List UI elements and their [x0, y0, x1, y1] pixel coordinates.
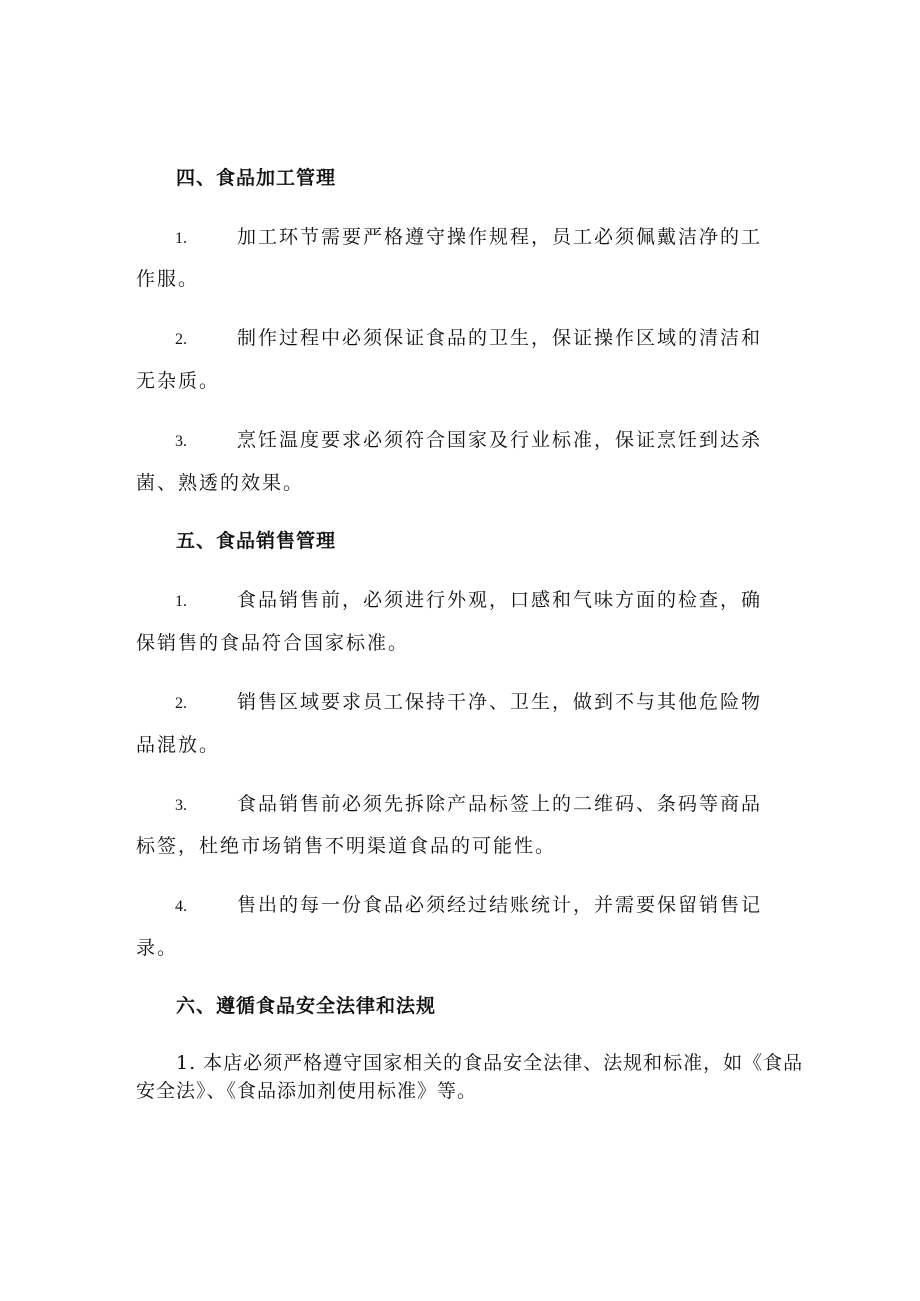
- section-five-item-2-line-2: 品混放。: [136, 734, 221, 756]
- section-six-item-1-line-2: 安全法》、《食品添加剂使用标准》等。: [136, 1080, 478, 1102]
- section-four-item-1-line-1: 加工环节需要严格遵守操作规程，员工必须佩戴洁净的工: [237, 226, 763, 248]
- section-five-item-3-number: 3.: [175, 797, 187, 814]
- section-six-item-1-line-1: 1. 本店必须严格遵守国家相关的食品安全法律、法规和标准，如《食品: [176, 1052, 804, 1074]
- section-five-heading: 五、食品销售管理: [176, 530, 337, 552]
- section-four-item-3-line-1: 烹饪温度要求必须符合国家及行业标准，保证烹饪到达杀: [237, 429, 763, 451]
- section-five-item-2-number: 2.: [175, 695, 187, 712]
- section-four-item-2-line-1: 制作过程中必须保证食品的卫生，保证操作区域的清洁和: [237, 327, 763, 349]
- section-five-item-1-line-2: 保销售的食品符合国家标准。: [136, 632, 410, 654]
- section-five-item-3-line-2: 标签，杜绝市场销售不明渠道食品的可能性。: [136, 835, 557, 857]
- section-five-item-4-line-1: 售出的每一份食品必须经过结账统计，并需要保留销售记: [237, 894, 763, 916]
- section-four-item-1-line-2: 作服。: [136, 268, 200, 290]
- section-four-item-2-line-2: 无杂质。: [136, 370, 221, 392]
- section-four-item-2-number: 2.: [175, 331, 187, 348]
- section-four-item-1-number: 1.: [175, 230, 187, 247]
- section-five-item-3-line-1: 食品销售前必须先拆除产品标签上的二维码、条码等商品: [237, 793, 763, 815]
- section-four-heading: 四、食品加工管理: [176, 167, 337, 189]
- section-five-item-4-line-2: 录。: [136, 937, 179, 959]
- section-five-item-1-number: 1.: [175, 593, 187, 610]
- section-five-item-2-line-1: 销售区域要求员工保持干净、卫生，做到不与其他危险物: [237, 691, 763, 713]
- section-five-item-4-number: 4.: [175, 898, 187, 915]
- section-four-item-3-line-2: 菌、熟透的效果。: [136, 472, 305, 494]
- section-six-heading: 六、遵循食品安全法律和法规: [176, 995, 437, 1017]
- section-four-item-3-number: 3.: [175, 433, 187, 450]
- section-five-item-1-line-1: 食品销售前，必须进行外观，口感和气味方面的检查，确: [237, 589, 763, 611]
